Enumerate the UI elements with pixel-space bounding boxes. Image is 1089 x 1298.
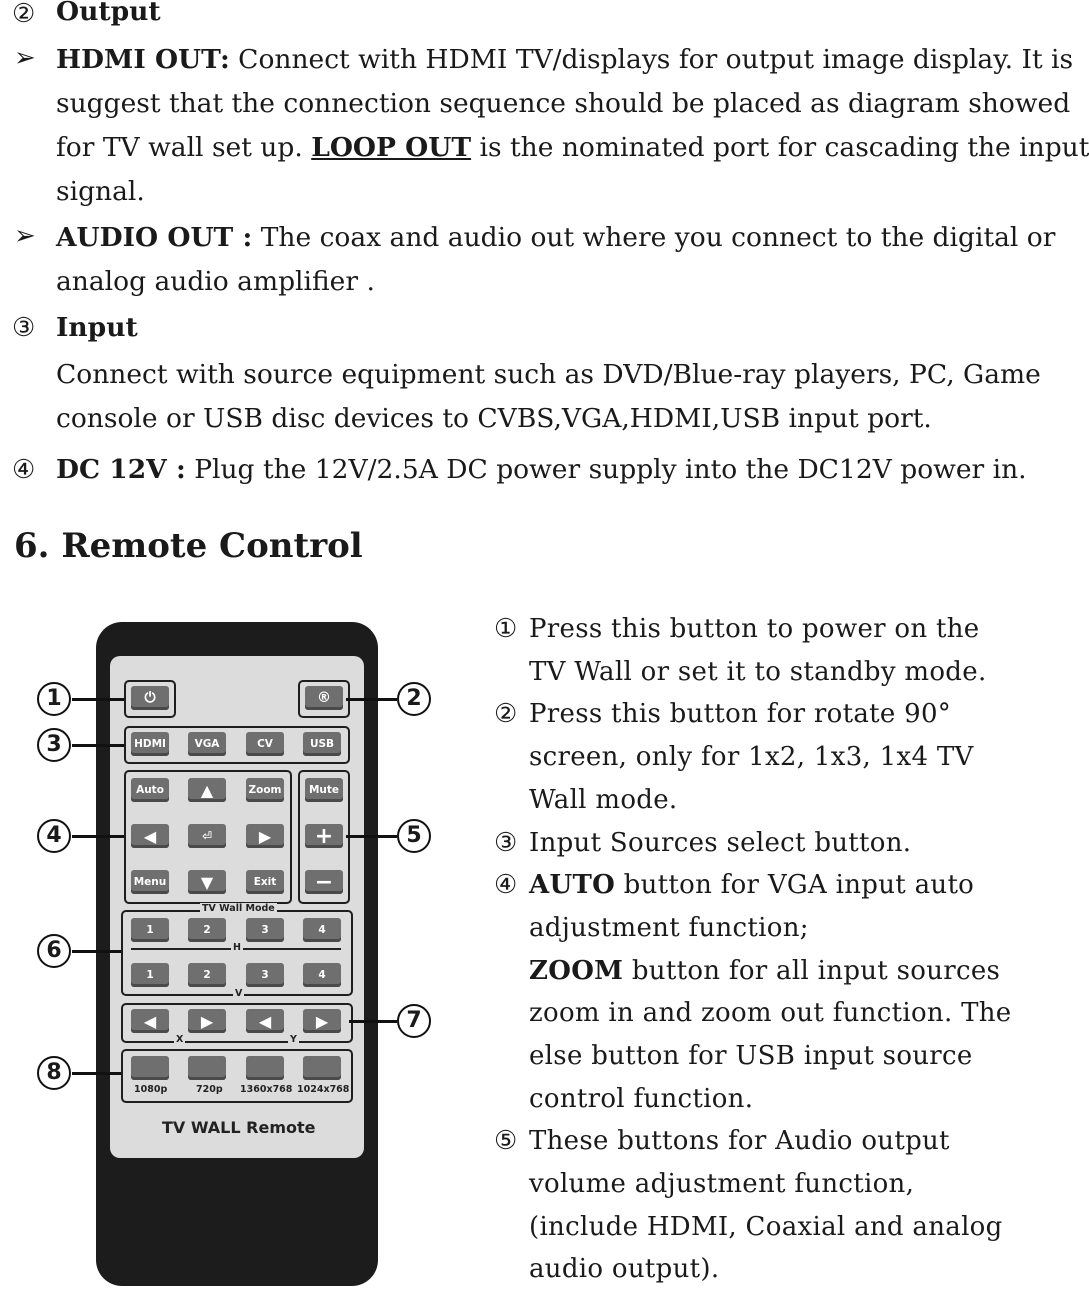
res-1360x768-label: 1360x768 <box>240 1084 293 1095</box>
h-4-button[interactable]: 4 <box>303 918 341 942</box>
callout-1: 1 <box>37 682 71 716</box>
res-1080p-label: 1080p <box>134 1084 168 1095</box>
desc-2-line2: screen, only for 1x2, 1x3, 1x4 TV <box>529 742 974 772</box>
audio-out-line1 <box>56 216 1055 260</box>
left-arrow-icon: ◀ <box>258 1011 272 1031</box>
up-button[interactable] <box>188 778 226 802</box>
dc-line <box>56 448 1027 492</box>
desc-3-line1: Input Sources select button. <box>529 828 912 858</box>
desc-5-line1: These buttons for Audio output <box>529 1126 950 1156</box>
section-title: 6. Remote Control <box>14 526 363 566</box>
h-2-button[interactable]: 2 <box>188 918 226 942</box>
input-line1: Connect with source equipment such as DVD/Blue-ray players, PC, Game <box>56 359 1041 390</box>
v-4-button[interactable]: 4 <box>303 963 341 987</box>
res-1024x768-button[interactable] <box>303 1056 341 1080</box>
mute-button[interactable]: Mute <box>305 778 343 802</box>
bullet-arrow-icon: ➢ <box>14 221 36 251</box>
desc-4-line1 <box>529 864 974 907</box>
output-heading: Output <box>56 0 161 27</box>
callout-8-line <box>72 1072 121 1075</box>
zoom-label: ZOOM <box>529 956 624 986</box>
right-button[interactable] <box>246 824 284 848</box>
input-heading: Input <box>56 312 138 343</box>
hdmi-out-line1 <box>56 38 1073 82</box>
desc-4-line2: adjustment function; <box>529 913 809 943</box>
v-1-button[interactable]: 1 <box>131 963 169 987</box>
hdmi-out-line2: suggest that the connection sequence should be placed as diagram showed <box>56 88 1071 119</box>
audio-text: The coax and audio out where you connect to the digital or <box>260 222 1056 253</box>
volume-down-button[interactable]: − <box>305 870 343 894</box>
left-button[interactable] <box>131 824 169 848</box>
h-1-button[interactable]: 1 <box>131 918 169 942</box>
y-label: Y <box>290 1034 297 1045</box>
desc-4-line5: else button for USB input source <box>529 1041 973 1071</box>
desc-4-line6: control function. <box>529 1084 754 1114</box>
hdmi-out-line3 <box>56 126 1089 170</box>
output-number: ② <box>12 0 36 29</box>
bullet-arrow-icon: ➢ <box>14 43 36 73</box>
desc-4-line3 <box>529 950 1000 993</box>
input-line2: console or USB disc devices to CVBS,VGA,HDMI,USB input port. <box>56 403 932 434</box>
right-arrow-icon: ▶ <box>258 826 272 846</box>
desc-5-line4: audio output). <box>529 1254 720 1284</box>
desc-5-line3: (include HDMI, Coaxial and analog <box>529 1212 1003 1242</box>
callout-6: 6 <box>37 934 71 968</box>
res-720p-label: 720p <box>196 1084 223 1095</box>
callout-6-line <box>72 950 121 953</box>
cv-button[interactable]: CV <box>246 732 284 756</box>
res-1360x768-button[interactable] <box>246 1056 284 1080</box>
callout-4-line <box>72 835 124 838</box>
callout-4: 4 <box>37 819 71 853</box>
desc-4-line4: zoom in and zoom out function. The <box>529 998 1012 1028</box>
hdmi-out-line4: signal. <box>56 176 145 207</box>
callout-8: 8 <box>37 1056 71 1090</box>
callout-5-line <box>346 835 397 838</box>
right-arrow-icon: ▶ <box>315 1011 329 1031</box>
dc-number: ④ <box>12 455 36 485</box>
hdmi-out-label: HDMI OUT: <box>56 44 230 75</box>
callout-3-line <box>72 744 124 747</box>
rotate-icon: ® <box>317 690 331 706</box>
desc-2-number: ② <box>494 699 518 729</box>
tv-wall-mode-label: TV Wall Mode <box>202 903 275 914</box>
desc-4-text: button for VGA input auto <box>623 870 975 900</box>
desc-1-line1: Press this button to power on the <box>529 614 980 644</box>
vga-button[interactable]: VGA <box>188 732 226 756</box>
callout-2: 2 <box>397 682 431 716</box>
hdmi-text: for TV wall set up. <box>56 132 303 163</box>
x-left-button[interactable] <box>131 1009 169 1033</box>
x-right-button[interactable] <box>188 1009 226 1033</box>
callout-3: 3 <box>37 728 71 762</box>
left-arrow-icon: ◀ <box>143 826 157 846</box>
callout-7: 7 <box>397 1004 431 1038</box>
power-icon: ⏻ <box>144 690 156 706</box>
desc-2-line1: Press this button for rotate 90° <box>529 699 952 729</box>
right-arrow-icon: ▶ <box>200 1011 214 1031</box>
desc-5-number: ⑤ <box>494 1126 518 1156</box>
callout-7-line <box>349 1020 397 1023</box>
rotate-button[interactable] <box>305 686 343 710</box>
callout-5: 5 <box>397 819 431 853</box>
volume-up-button[interactable]: + <box>305 824 343 848</box>
desc-2-line3: Wall mode. <box>529 785 678 815</box>
callout-1-line <box>72 698 124 701</box>
desc-1-number: ① <box>494 614 518 644</box>
y-right-button[interactable] <box>303 1009 341 1033</box>
res-720p-button[interactable] <box>188 1056 226 1080</box>
hdmi-text: Connect with HDMI TV/displays for output image display. It is <box>238 44 1074 75</box>
audio-out-label: AUDIO OUT : <box>56 222 253 253</box>
hdmi-button[interactable]: HDMI <box>131 732 169 756</box>
desc-4-text: button for all input sources <box>631 956 1001 986</box>
input-number: ③ <box>12 313 36 343</box>
y-left-button[interactable] <box>246 1009 284 1033</box>
auto-button[interactable]: Auto <box>131 778 169 802</box>
loop-out-label: LOOP OUT <box>311 132 472 163</box>
desc-3-number: ③ <box>494 828 518 858</box>
v-label: V <box>235 988 243 999</box>
down-arrow-icon: ▼ <box>200 872 214 892</box>
res-1024x768-label: 1024x768 <box>297 1084 350 1095</box>
auto-label: AUTO <box>529 870 616 900</box>
left-arrow-icon: ◀ <box>143 1011 157 1031</box>
exit-button[interactable]: Exit <box>246 870 284 894</box>
desc-1-line2: TV Wall or set it to standby mode. <box>529 657 987 687</box>
zoom-button[interactable]: Zoom <box>246 778 284 802</box>
usb-button[interactable]: USB <box>303 732 341 756</box>
dc-text: Plug the 12V/2.5A DC power supply into the DC12V power in. <box>194 454 1027 485</box>
enter-icon: ⏎ <box>201 829 213 843</box>
dc-label: DC 12V : <box>56 454 186 485</box>
remote-brand-label: TV WALL Remote <box>162 1118 316 1137</box>
desc-5-line2: volume adjustment function, <box>529 1169 915 1199</box>
h-label: H <box>233 942 241 953</box>
v-2-button[interactable]: 2 <box>188 963 226 987</box>
enter-button[interactable] <box>188 824 226 848</box>
desc-4-number: ④ <box>494 870 518 900</box>
h-3-button[interactable]: 3 <box>246 918 284 942</box>
x-label: X <box>176 1034 184 1045</box>
hdmi-text: is the nominated port for cascading the input <box>479 132 1089 163</box>
down-button[interactable] <box>188 870 226 894</box>
res-1080p-button[interactable] <box>131 1056 169 1080</box>
audio-out-line2: analog audio amplifier . <box>56 266 375 297</box>
up-arrow-icon: ▲ <box>200 780 214 800</box>
v-3-button[interactable]: 3 <box>246 963 284 987</box>
power-button[interactable] <box>131 686 169 710</box>
menu-button[interactable]: Menu <box>131 870 169 894</box>
callout-2-line <box>346 698 397 701</box>
